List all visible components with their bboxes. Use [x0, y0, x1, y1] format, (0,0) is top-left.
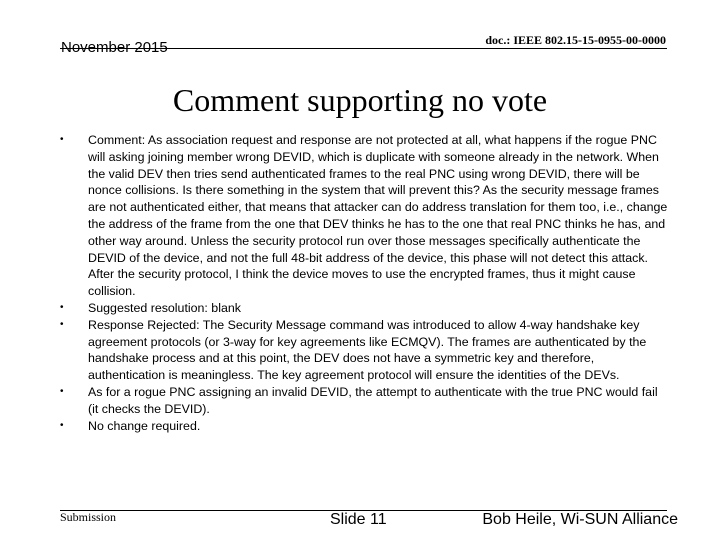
- bullet-text: As for a rogue PNC assigning an invalid DEVID, the attempt to authenticate with the true PNC would fail (it checks the DEVID).: [88, 384, 658, 416]
- header-doc-id: doc.: IEEE 802.15-15-0955-00-0000: [485, 33, 666, 47]
- header-divider: [60, 48, 667, 49]
- bullet-item-comment: [60, 132, 670, 300]
- bullet-icon: •: [60, 385, 64, 397]
- slide-title: Comment supporting no vote: [172, 82, 548, 118]
- bullet-item-resolution: [60, 300, 670, 317]
- bullet-icon: •: [60, 318, 64, 330]
- footer-submission: Submission: [60, 510, 117, 524]
- bullet-item-no-change: [60, 418, 670, 435]
- header-date: November 2015: [61, 39, 168, 56]
- bullet-list: [60, 132, 670, 434]
- bullet-text: Comment: As association request and response are not protected at all, what happens if the rogue PNC will asking joining member wrong DEVID, which is duplicate with someone already in the network. When the valid DEV then tries send authenticated frames to the real PNC using wrong DEVID, there will be nonce collisions. Is there something in the system that will prevent this? As the security message frames are not authenticated either, that means that attacker can do address translation for them too, i.e., change the address of the frame from the one that DEV thinks he has to the one that real PNC thinks he has, and other way around. Unless the security protocol run over those messages specifically authenticate the DEVID of the device, and not the full 48-bit address of the device, this phase will not detect this attack. After the security protocol, I think the device moves to use the encrypted frames, thus it might cause collision.: [88, 133, 668, 299]
- footer-slide-number: Slide 11: [330, 511, 387, 528]
- bullet-icon: •: [60, 301, 64, 313]
- bullet-text: No change required.: [88, 418, 201, 433]
- bullet-text: Suggested resolution: blank: [88, 300, 241, 315]
- bullet-icon: •: [60, 419, 64, 431]
- bullet-icon: •: [60, 134, 64, 145]
- bullet-item-rogue-pnc: [60, 384, 670, 418]
- bullet-text: Response Rejected: The Security Message command was introduced to allow 4-way handshake key agreement protocols (or 3-way for key agreements like ECMQV). The frames are authenticated by the handshake process and at this point, the DEV does not have a symmetric key and therefore, authentication is meaningless. The key agreement protocol will ensure the identities of the DEVs.: [88, 317, 647, 383]
- bullet-item-response: [60, 317, 670, 384]
- footer-author: Bob Heile, Wi-SUN Alliance: [482, 511, 678, 528]
